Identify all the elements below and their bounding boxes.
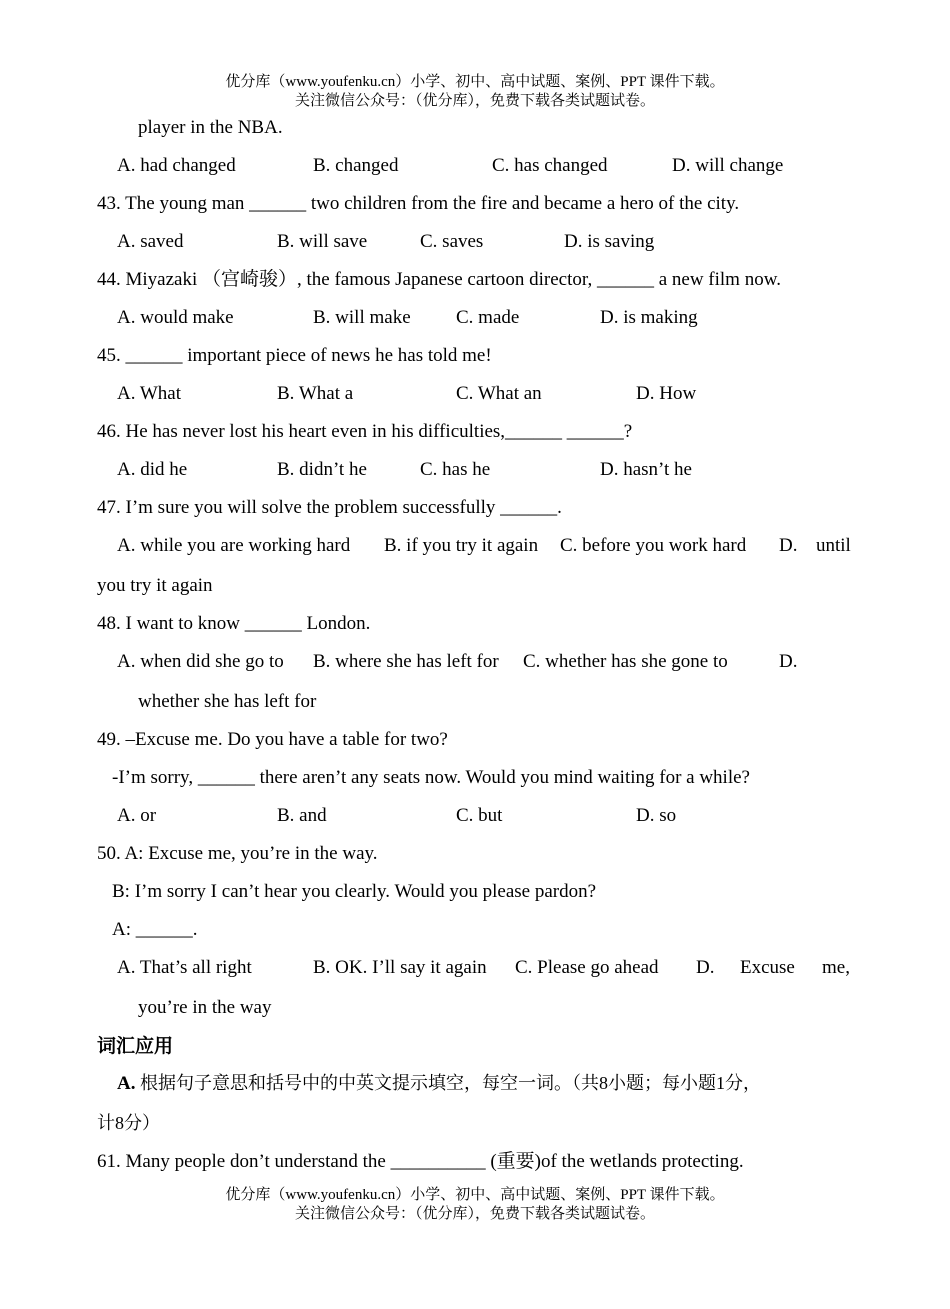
q46-option-b: B. didn’t he: [277, 459, 367, 480]
q49-option-b: B. and: [277, 805, 327, 826]
instruction-text: 根据句子意思和括号中的中英文提示填空，每空一词。（共8小题；每小题1分，: [135, 1073, 761, 1093]
q46-option-a: A. did he: [117, 459, 188, 480]
q48-option-b: B. where she has left for: [313, 651, 499, 672]
q50-speaker-b: B: I’m sorry I can’t hear you clearly. Would you please pardon?: [112, 881, 597, 902]
q50-option-d-text-1: Excuse: [740, 957, 795, 978]
q44-option-b: B. will make: [313, 307, 411, 328]
q49-option-d: D. so: [636, 805, 677, 826]
part-label: A.: [117, 1073, 136, 1094]
q44-option-a: A. would make: [117, 307, 234, 328]
q49-option-a: A. or: [117, 805, 157, 826]
q45-option-b: B. What a: [277, 383, 354, 404]
q47-option-c: C. before you work hard: [560, 535, 747, 556]
q42-continuation: player in the NBA.: [138, 117, 283, 138]
q61-stem: 61. Many people don’t understand the __________ (重要)of the wetlands protecting.: [97, 1151, 744, 1172]
q45-option-c: C. What an: [456, 383, 542, 404]
q43-option-a: A. saved: [117, 231, 184, 252]
q50-option-a: A. That’s all right: [117, 957, 252, 978]
q42-option-b: B. changed: [313, 155, 399, 176]
q42-option-a: A. had changed: [117, 155, 236, 176]
q45-option-d: D. How: [636, 383, 697, 404]
q44-option-d: D. is making: [600, 307, 698, 328]
q50-option-d-text-2: me,: [822, 957, 850, 978]
q47-continuation: you try it again: [97, 575, 213, 596]
q43-option-c: C. saves: [420, 231, 484, 252]
q47-option-a: A. while you are working hard: [117, 535, 351, 556]
q48-option-d-label: D.: [779, 651, 798, 672]
q47-option-d-text: until: [816, 535, 851, 556]
footer-line-2: 关注微信公众号：（优分库），免费下载各类试题试卷。: [294, 1206, 655, 1222]
q50-option-b: B. OK. I’ll say it again: [313, 957, 487, 978]
q50-option-d-label: D.: [696, 957, 715, 978]
q47-stem: 47. I’m sure you will solve the problem successfully ______.: [97, 497, 562, 518]
q45-stem: 45. ______ important piece of news he has told me!: [97, 345, 492, 366]
q43-stem: 43. The young man ______ two children from the fire and became a hero of the city.: [97, 193, 740, 214]
q43-option-b: B. will save: [277, 231, 368, 252]
q48-continuation: whether she has left for: [138, 691, 317, 712]
q49-reply: -I’m sorry, ______ there aren’t any seats now. Would you mind waiting for a while?: [112, 767, 750, 788]
q50-continuation: you’re in the way: [138, 997, 272, 1018]
q45-option-a: A. What: [117, 383, 182, 404]
q48-stem: 48. I want to know ______ London.: [97, 613, 371, 634]
q49-option-c: C. but: [456, 805, 503, 826]
q42-option-d: D. will change: [672, 155, 784, 176]
header-line-2: 关注微信公众号：（优分库），免费下载各类试题试卷。: [294, 93, 655, 109]
section-instruction-cont: 计8分）: [97, 1113, 160, 1133]
q46-option-d: D. hasn’t he: [600, 459, 692, 480]
q50-option-c: C. Please go ahead: [515, 957, 659, 978]
q47-option-b: B. if you try it again: [384, 535, 539, 556]
header-line-1: 优分库（www.youfenku.cn）小学、初中、高中试题、案例、PPT 课件下载。: [225, 74, 725, 90]
q43-option-d: D. is saving: [564, 231, 655, 252]
q44-option-c: C. made: [456, 307, 520, 328]
q44-stem: 44. Miyazaki （宫崎骏）, the famous Japanese cartoon director, ______ a new film now.: [97, 269, 781, 290]
q49-stem: 49. –Excuse me. Do you have a table for two?: [97, 729, 448, 750]
q46-option-c: C. has he: [420, 459, 491, 480]
q47-option-d-label: D.: [779, 535, 798, 556]
section-instruction: [117, 1071, 761, 1096]
footer-line-1: 优分库（www.youfenku.cn）小学、初中、高中试题、案例、PPT 课件下载。: [225, 1187, 725, 1203]
section-title: 词汇应用: [97, 1035, 174, 1057]
q48-option-a: A. when did she go to: [117, 651, 284, 672]
q50-speaker-a: A: ______.: [112, 919, 198, 940]
q46-stem: 46. He has never lost his heart even in his difficulties,______ ______?: [97, 421, 633, 442]
q50-stem: 50. A: Excuse me, you’re in the way.: [97, 843, 378, 864]
q48-option-c: C. whether has she gone to: [523, 651, 728, 672]
q42-option-c: C. has changed: [492, 155, 608, 176]
